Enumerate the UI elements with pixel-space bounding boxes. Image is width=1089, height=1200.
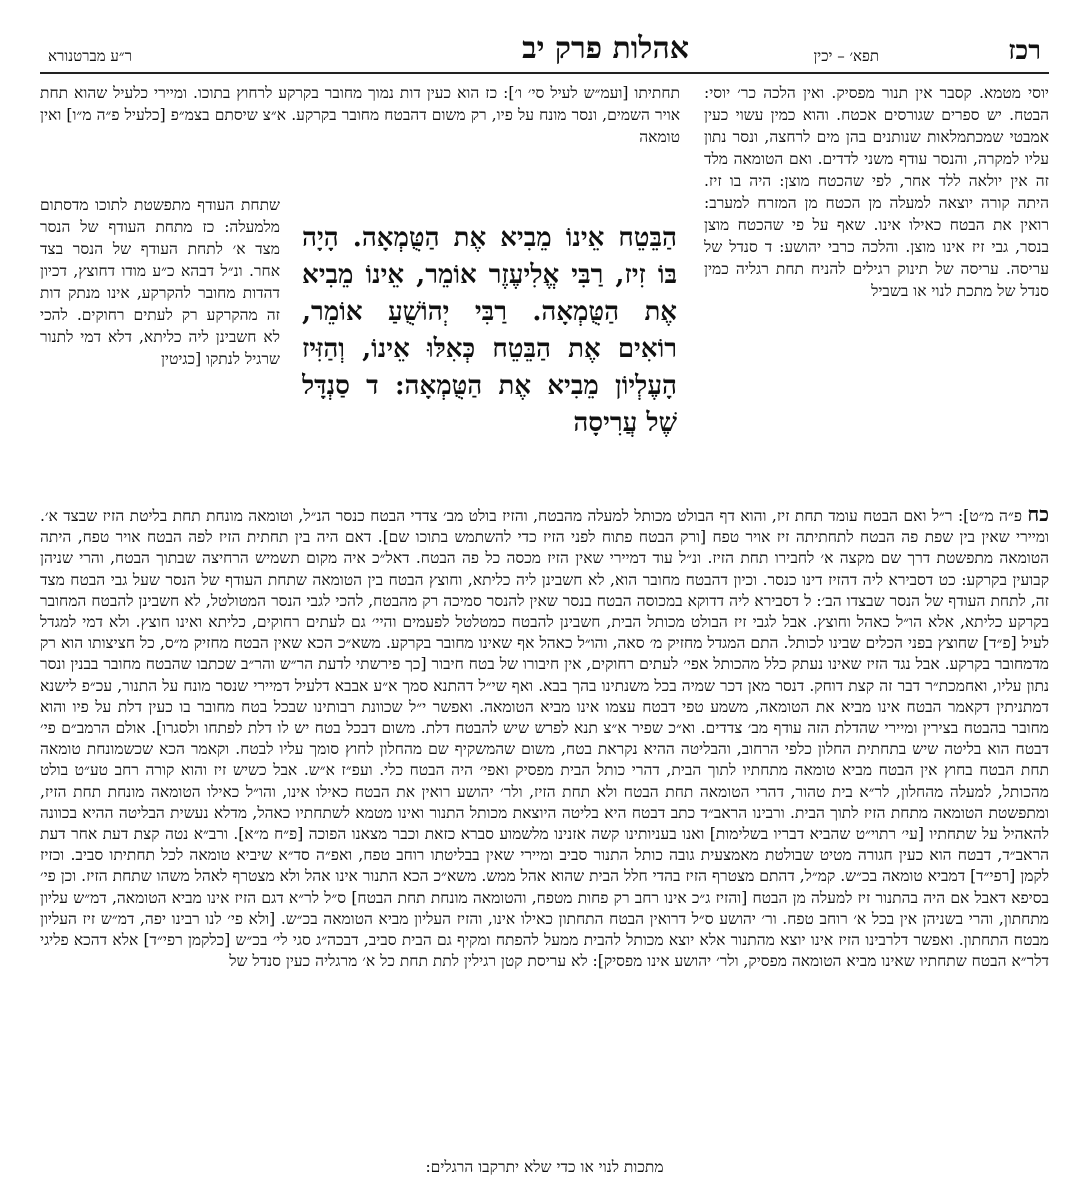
page-title: אהלות פרק יב (522, 31, 689, 66)
columns-area (40, 82, 1049, 502)
commentary-body: פ״ה מ״ט]: ר״ל ואם הבטח עומד תחת זיז, והוא דף הבולט מכותל למעלה מהבטח, והזיז בולט מב׳ צדדי הבטח כנסר הנ״ל, וטומאה מונחת תחת בליטת הזיז שבצד א׳. ומיירי שאין בין שפת פה הבטח לתחתיתה זיז אויר טפח [ורק הבטח פתוח לפני הזיז כדי להשתמש בתוכו שם]. דאם היה בין תחתית הזיז לפה הבטח אויר טפח, היתה הטומאה מתפשטת דרך שם מקצה א׳ לחבירו תחת הזיז. ונ״ל עוד דמיירי שאין הזיז מכסה כל פה הבטח. דאל״כ איה מקום תשמיש הרחיצה שבתוך הבטח, והרי שניהן קבועין בקרקע: כט דסבירא ליה דהזיז דינו כנסר. וכיון דהבטח מחובר הוא, לא חשבינן ליה כליתא, וחוצץ הבטח בין הטומאה שתחת העודף של הנסר שעל גבי הבטח מצד זה, לתחת העודף של הנסר שבצדו הב׳: ל דסבירא ליה דדוקא במכוסה הבטח בנסר שאין להנסר סמיכה רק מהבטח, להכי לגבי הנסר המטולטל, לא חשבינן להבטח המחובר בקרקע כליתא, אלא הו״ל כאהל וחוצץ. אבל לגבי זיז הבולט מכותל הבית, חשבינן להבטח כמטלטל לפעמים והיי׳ גם לעתים רחוקים, כליתא ואינו חוצץ. ולא דמי למגדל לעיל [פ״ד] שחוצץ בפני הכלים שבינו לכותל. התם המגדל מחזיק מ׳ סאה, והו״ל כאהל אף שאינו מחובר בקרקע. משא״כ הכא שאין הבטח מחזיק מ״ס, כל חציצותו הוא רק מדמחובר בקרקע. אבל נגד הזיז שאינו נעתק כלל מהכותל אפי׳ לעתים רחוקים, אין חיבורו של בטח חיבור [כך פירשתי לדעת הר״ש והר״ב שכתבו שהבטח מחובר בבנין ונסר נתון עליו, ואחמכת״ר דבר זה קצת דוחק. דנסר מאן דכר שמיה בכל משנתינו בהך בבא. ואף שי״ל דהתנא סמך א״ע אבבא דלעיל דמיירי שנסר מונח על התנור, עכ״פ לישנא דמתניתין דקאמר הבטח אינו מביא את הטומאה, משמע טפי דבטח עצמו אינו מביא הטומאה. ואפשר י״ל שכוונת רבותינו שבכל בטח מחובר בו כעין דלת על פיו והוא מחובר בהבטח בצירין ומיירי שהדלת הזה עודף מב׳ צדדים. וא״כ שפיר א״צ תנא לפרש שיש להבטח דלת. משום דבכל בטח יש לו דלת לפתחו ולסגרו]. אולם הרמב״ם פי׳ דבטח הוא בליטה שיש בתחתית החלון כלפי הרחוב, והבליטה ההיא נקראת בטח, משום שהמשקיף שם מהחלון לחוץ סומך עליו לבטח. וקאמר הכא שכשמונחת טומאה תחת הבטח בחוץ אין הבטח מביא טומאה מתחתיו לתוך הבית, דהרי כותל הבית מפסיק ואפי׳ היה הבטח כלי. ועפ״ז א״ש. אבל כשיש זיז והוא קורה רחב טע״ט בולט מהכותל, למעלה מהחלון, לר״א בית טהור, דהרי הטומאה תחת הבטח ולא תחת הזיז, ולר׳ יהושע רואין את הבטח כאילו אינו, והו״ל כאילו הטומאה מונחת תחת הזיז, ומתפשטת הטומאה מתחת הזיז לתוך הבית. ורבינו הראב״ד כתב דבטח היא בליטה היוצאת מכותל התנור ואינו מטמא לשתחתיו כאהל, מדלא נעשית הבליטה ההיא בכוונה להאהיל על שתחתיו [עי׳ רתוי״ט שהביא דבריו בשלימות] ואנו בעניותינו קשה אזנינו מלשמוע סברא כזאת וכבר מצאנו הפוכה [פ״ח מ״א]. ורב״א נטה קצת דעת אחר דעת הראב״ד, דבטח הוא כעין חגורה מטיט שבולטת מאמצעית גובה כותל התנור סביב ומיירי שאין בבליטתו רוחב טפח, ואפ״ה סד״א שיביא טומאה לכל תחתיתו סביב. וכזיז לקמן [רפי״ד] דמביא טומאה בכ״ש. קמ״ל, דהתם מצטרף הזיז בהדי חלל הבית שהוא אהל ממש. משא״כ הכא התנור אינו אהל ולא מצטרף לאהל משהו שתחת הזיז. וכן פי׳ בסיפא דאבל אם היה בהתנור זיז למעלה מן הבטח [והזיז ג״כ אינו רחב רק פחות מטפח, והטומאה מונחת תחת הבטח] ס״ל לר״א דגם הזיז אינו מביא הטומאה, דמ״ש עליון מתחתון, והרי בשניהן אין בכל א׳ רוחב טפח. ור׳ יהושע ס״ל דרואין הבטח התחתון כאילו אינו, והזיז העליון מביא הטומאה בכ״ש. [ולא פי׳ לנו רבינו יפה, דמ״ש זיז העליון מבטח התחתון. ואפשר דלרבינו הזיז אינו יוצא מהתנור אלא יוצא מכותל להבית ממעל להפתח ומקיף גם הבית סביב, דבכה״ג סגי לי׳ בכ״ש [כלקמן רפי״ד] אלא דהכא פליגי דלר״א הבטח שתחתיו שאינו מביא הטומאה מפסיק, ולר׳ יהושע אינו מפסיק]: לא עריסת קטן רגילין לתת תחת כל א׳ מרגליה כעין סנדל של (40, 507, 1049, 971)
bartenura-column: יוסי מטמא. קסבר אין תנור מפסיק. ואין הלכה כר׳ יוסי: הבטח. יש ספרים שגורסים אכטח. והוא כמין עשוי כעין אמבטי שמכתמלאות שנותנים בהן מים לרחצה, ונסר נתון עליו למקרה, והנסר עודף משני לדדים. ואם הטומאה מלד זה אין יולאה ללד אחר, לפי שהכטח מוצן: היה בו זיז. היתה קורה יוצאה למעלה מן הכטח מן המזרח למערב: רואין את הבטח כאילו אינו. שאף על פי שהכטח מוצן בנסר, גבי זיז אינו מוצן. והלכה כרבי יהושע: ד סנדל של עריסה. עריסה של תינוק רגילים להניח תחת רגליה כמין סנדל של מתכת לנוי או בשביל (704, 84, 1049, 300)
commentary-name: ר״ע מברטנורא (48, 47, 132, 65)
footer-line: מתכות לנוי או כדי שלא יתרקבו הרגלים: (425, 1158, 664, 1176)
section-marker: כח (1027, 504, 1049, 526)
tiferet-side-column: שתחת העודף מתפשטת לתוכו מדסתום מלמעלה: כז מתחת העודף של הנסר מצד א׳ לתחת העודף של הנסר בצד אחר. ונ״ל דבהא כ״ע מודו דחוצץ, דכיון דהדות מחובר להקרקע, אינו מנתק דות זה מהקרקע רק לעתים רחוקים. להכי לא חשבינן ליה כליתא, דלא דמי לתנור שרגיל לנתקו [כגיטין (40, 196, 280, 368)
cross-reference: תפא׳ – יכין (813, 47, 879, 65)
commentary-full-width (40, 504, 1049, 1154)
mishnah-text: הַבֵּטֵח אֵינוֹ מֵבִיא אֶת הַטֻּמְאָה. הָיָה בּוֹ זִיז, רַבִּי אֱלִיעֶזֶר אוֹמֵר, אֵינוֹ מֵבִיא אֶת הַטֻּמְאָה. רַבִּי יְהוֹשֻׁעַ אוֹמֵר, רוֹאִים אֶת הַבֵּטֵח כְּאִלּוּ אֵינוֹ, וְהַזִּיז הָעֶלְיוֹן מֵבִיא אֶת הַטֻּמְאָה: ד סַנְדָּל שֶׁל עֲרִיסָה (302, 223, 677, 438)
page-number: רכז (1008, 36, 1041, 66)
page-header (40, 28, 1049, 74)
tiferet-top-column: תחתיתו [ועמ״ש לעיל סי׳ ו׳]: כז הוא כעין דות נמוך מחובר בקרקע לרחוץ בתוכו. ומיירי כלעיל שהוא תחת אויר השמים, ונסר מונח על פיו, רק משום דהבטח מחובר בקרקע. א״צ שיסתם בצמ״פ [כלעיל פ״ה מ״ו] ואין טומאה (40, 84, 680, 146)
page (40, 28, 1049, 1180)
